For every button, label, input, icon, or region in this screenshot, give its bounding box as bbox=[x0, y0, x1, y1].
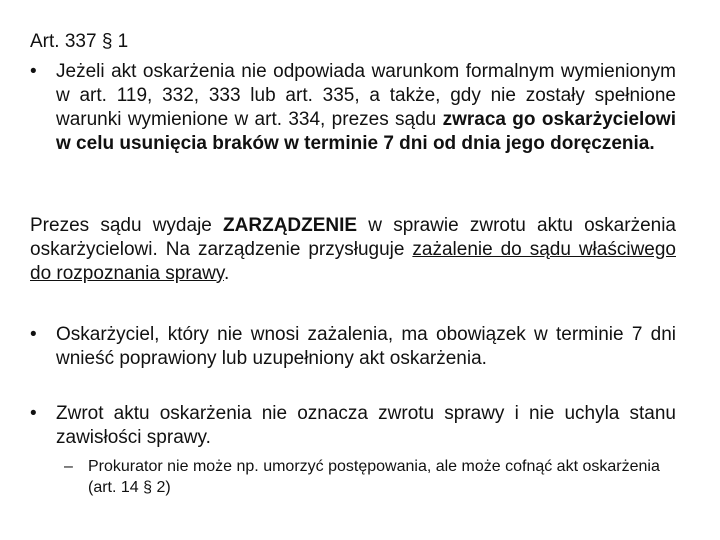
paragraph-text: Prezes sądu wydaje bbox=[30, 215, 224, 236]
bullet-icon: • bbox=[30, 324, 37, 345]
bullet-bold-text: zwraca go oskarżycielowi w celu usunięcia braków w terminie 7 dni od dnia jego doręczenia. bbox=[56, 109, 676, 154]
paragraph-text-2: w sprawie zwrotu aktu oskarżenia oskarżycielowi. Na zarządzenie przysługuje bbox=[30, 215, 676, 260]
sub-bullet-text: Prokurator nie może np. umorzyć postępowania, ale może cofnąć akt oskarżenia (art. 14 § 2) bbox=[88, 458, 660, 496]
paragraph-underlined-text: zażalenie do sądu właściwego do rozpoznania sprawy bbox=[30, 239, 676, 284]
bullet-text: Zwrot aktu oskarżenia nie oznacza zwrotu sprawy i nie uchyla stanu zawisłości sprawy. bbox=[56, 403, 676, 448]
bullet-text: Oskarżyciel, który nie wnosi zażalenia, ma obowiązek w terminie 7 dni wnieść poprawiony lub uzupełniony akt oskarżenia. bbox=[56, 324, 676, 369]
paragraph-zarzadzenie bbox=[30, 214, 676, 286]
sub-bullet-item-prosecutor bbox=[64, 456, 680, 498]
bullet-text: Jeżeli akt oskarżenia nie odpowiada warunkom formalnym wymienionym w art. 119, 332, 333 lub art. 335, a także, gdy nie zostały spełnione warunki wymienione w art. 334, prezes sądu bbox=[56, 61, 676, 130]
bullet-icon: • bbox=[30, 61, 37, 82]
bullet-item-obligation bbox=[30, 323, 676, 371]
bullet-item-formal-requirements bbox=[30, 60, 676, 156]
article-heading: Art. 337 § 1 bbox=[30, 31, 129, 52]
dash-icon: – bbox=[64, 458, 73, 475]
bullet-item-return-effect bbox=[30, 402, 676, 450]
paragraph-bold-text: ZARZĄDZENIE bbox=[223, 215, 358, 236]
paragraph-text-end: . bbox=[223, 263, 230, 284]
bullet-icon: • bbox=[30, 403, 37, 424]
